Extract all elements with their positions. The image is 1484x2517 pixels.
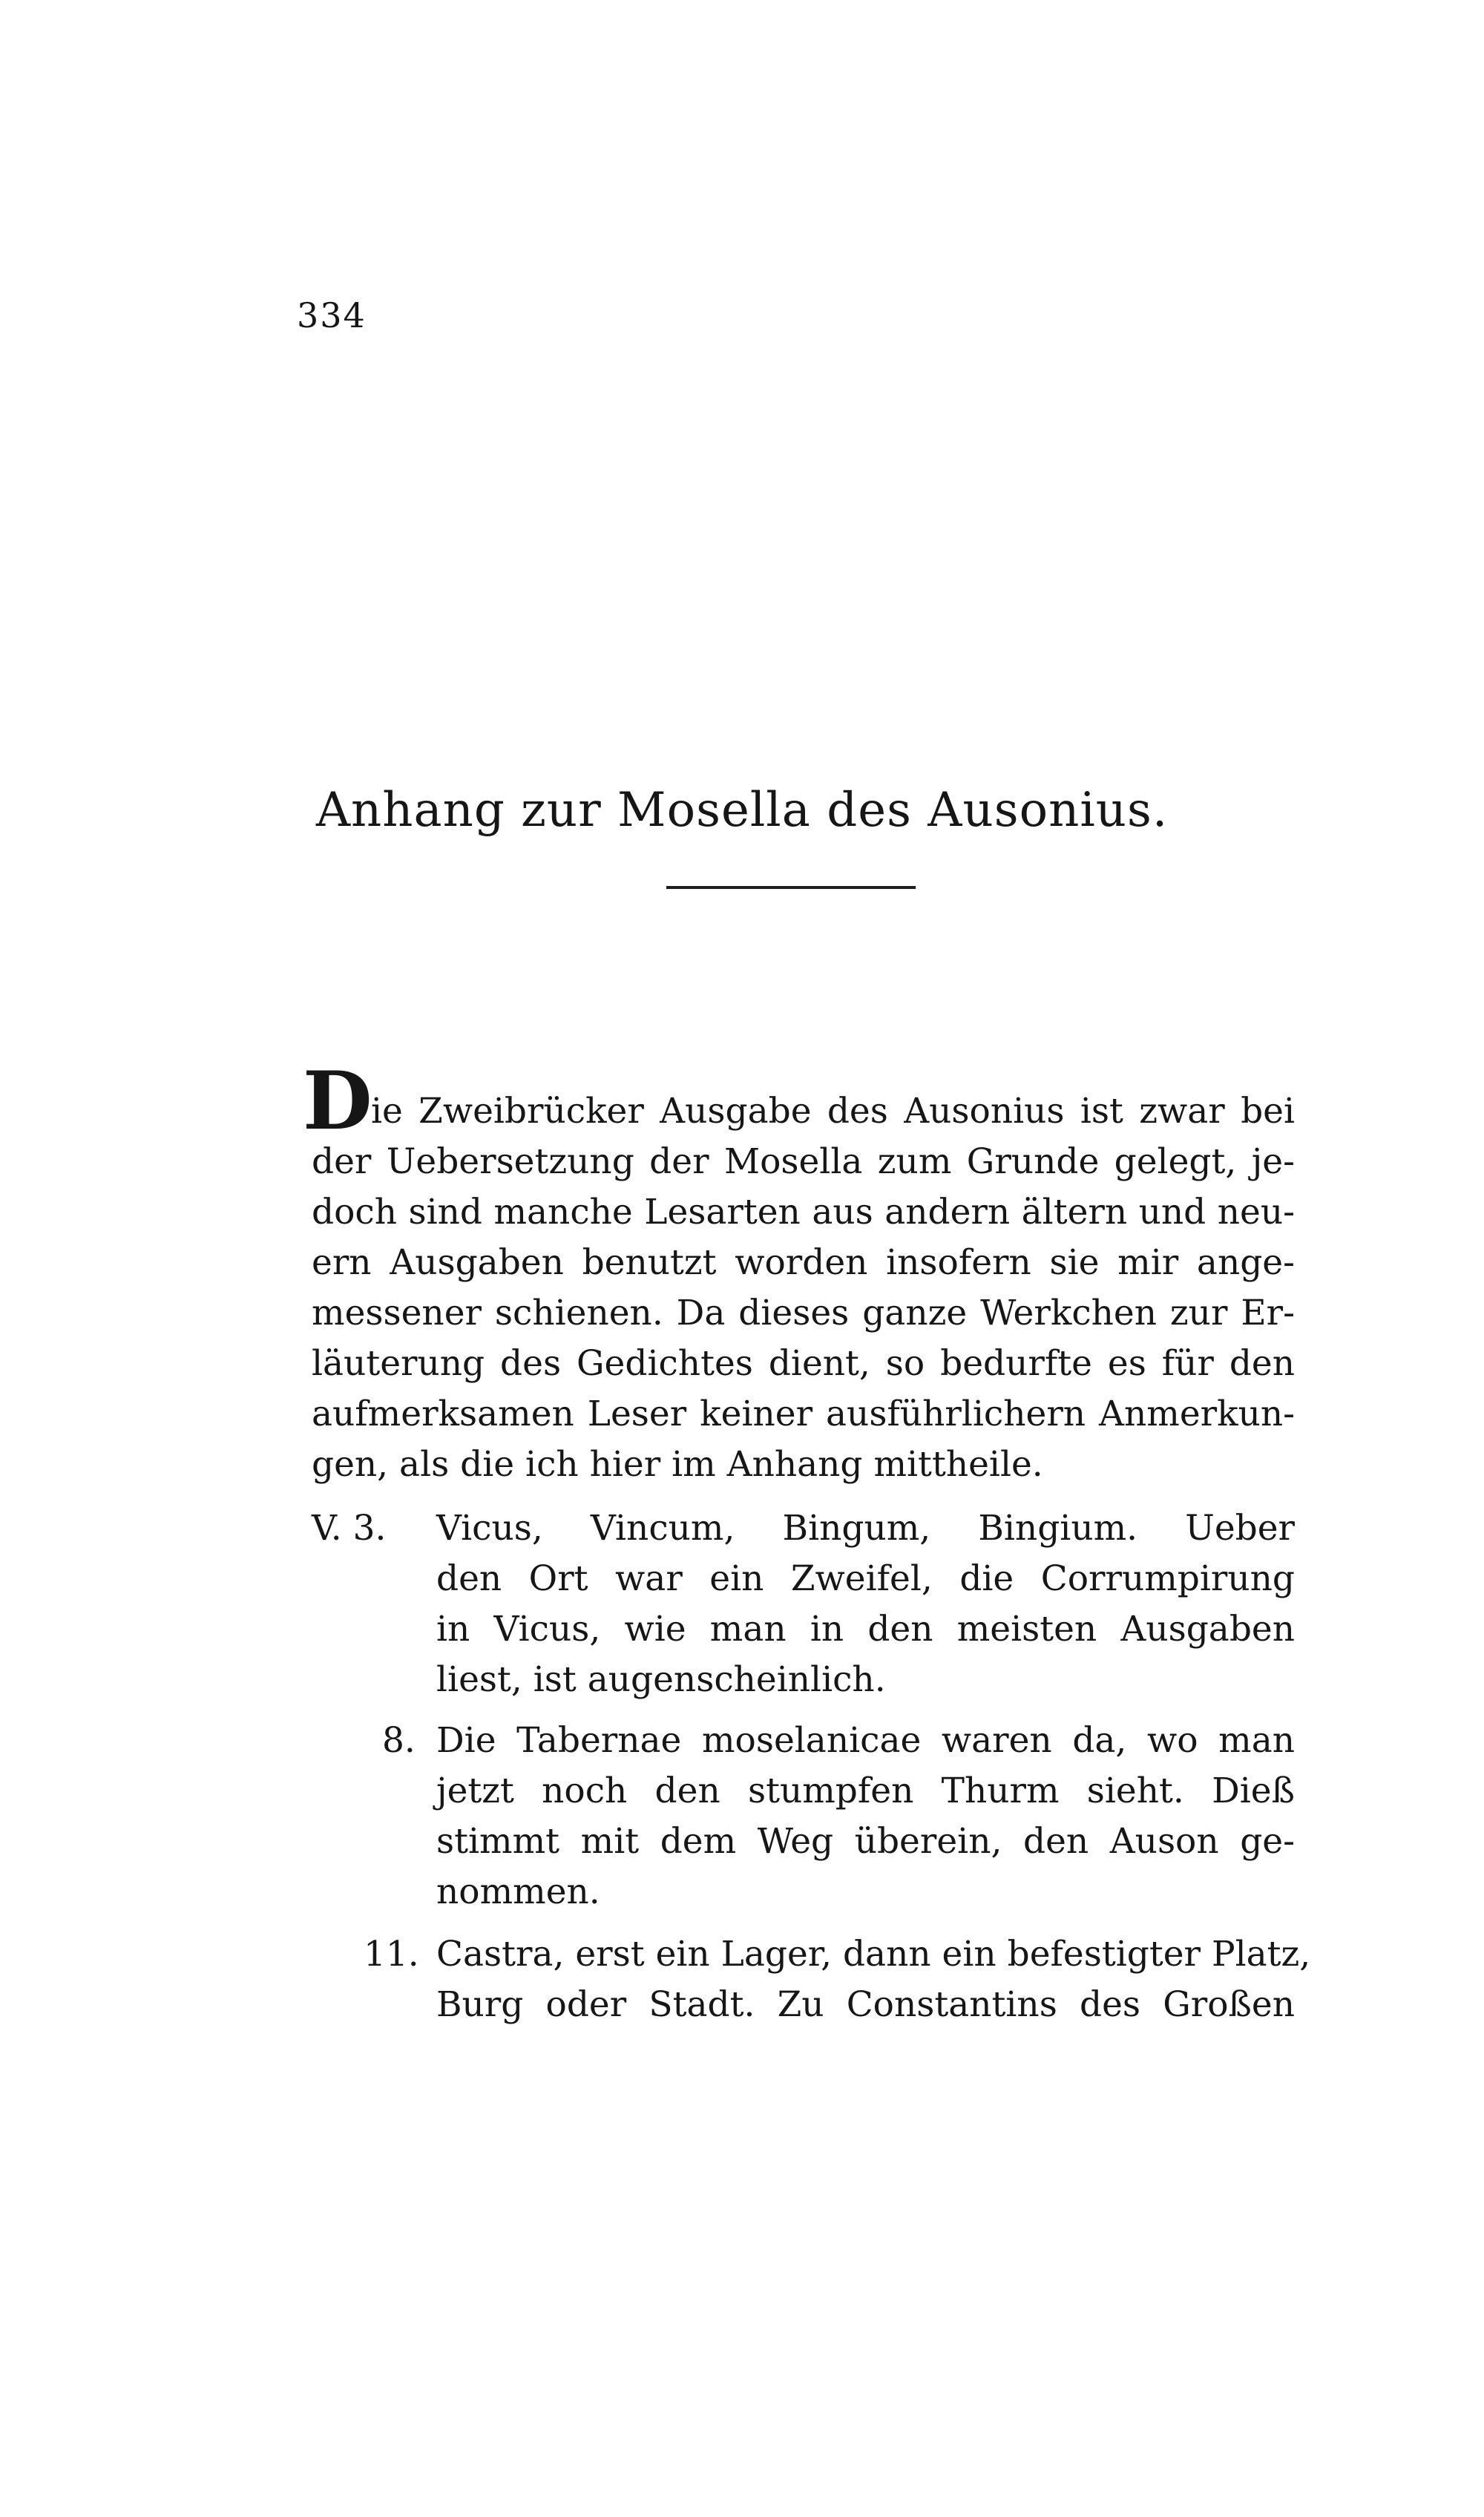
intro-line: läuterung des Gedichtes dient, so bedurfte es für den xyxy=(312,1343,1295,1384)
note-line: Burg oder Stadt. Zu Constantins des Großen xyxy=(436,1984,1295,2025)
note-line: Castra, erst ein Lager, dann ein befestigter Platz, xyxy=(436,1934,1311,1975)
note-label-verse-8: 8. xyxy=(382,1720,416,1761)
note-line: nommen. xyxy=(436,1871,600,1912)
note-line: den Ort war ein Zweifel, die Corrumpirung xyxy=(436,1558,1295,1599)
note-line: Die Tabernae moselanicae waren da, wo man xyxy=(436,1720,1295,1761)
note-line: Vicus, Vincum, Bingum, Bingium. Ueber xyxy=(436,1508,1295,1549)
intro-line: doch sind manche Lesarten aus andern ältern und neu- xyxy=(312,1192,1295,1233)
intro-line: ie Zweibrücker Ausgabe des Ausonius ist zwar bei xyxy=(371,1091,1295,1132)
note-label-verse-11: 11. xyxy=(364,1934,419,1975)
note-label-verse-3: V. 3. xyxy=(312,1508,387,1549)
intro-line: messener schienen. Da dieses ganze Werkchen zur Er- xyxy=(312,1293,1295,1333)
note-line: liest, ist augenscheinlich. xyxy=(436,1659,886,1700)
note-line: jetzt noch den stumpfen Thurm sieht. Dieß xyxy=(436,1771,1295,1811)
drop-cap: D xyxy=(303,1054,372,1148)
note-line: stimmt mit dem Weg überein, den Auson ge- xyxy=(436,1821,1295,1862)
intro-line: der Uebersetzung der Mosella zum Grunde gelegt, je- xyxy=(312,1141,1295,1182)
page-title: Anhang zur Mosella des Ausonius. xyxy=(315,783,1169,838)
page-number: 334 xyxy=(297,295,367,335)
note-line: in Vicus, wie man in den meisten Ausgaben xyxy=(436,1609,1295,1650)
intro-line: ern Ausgaben benutzt worden insofern sie mir ange- xyxy=(312,1242,1295,1283)
title-rule xyxy=(666,886,916,889)
intro-line: aufmerksamen Leser keiner ausführlichern Anmerkun- xyxy=(312,1394,1295,1434)
intro-line: gen, als die ich hier im Anhang mittheile. xyxy=(312,1444,1043,1485)
